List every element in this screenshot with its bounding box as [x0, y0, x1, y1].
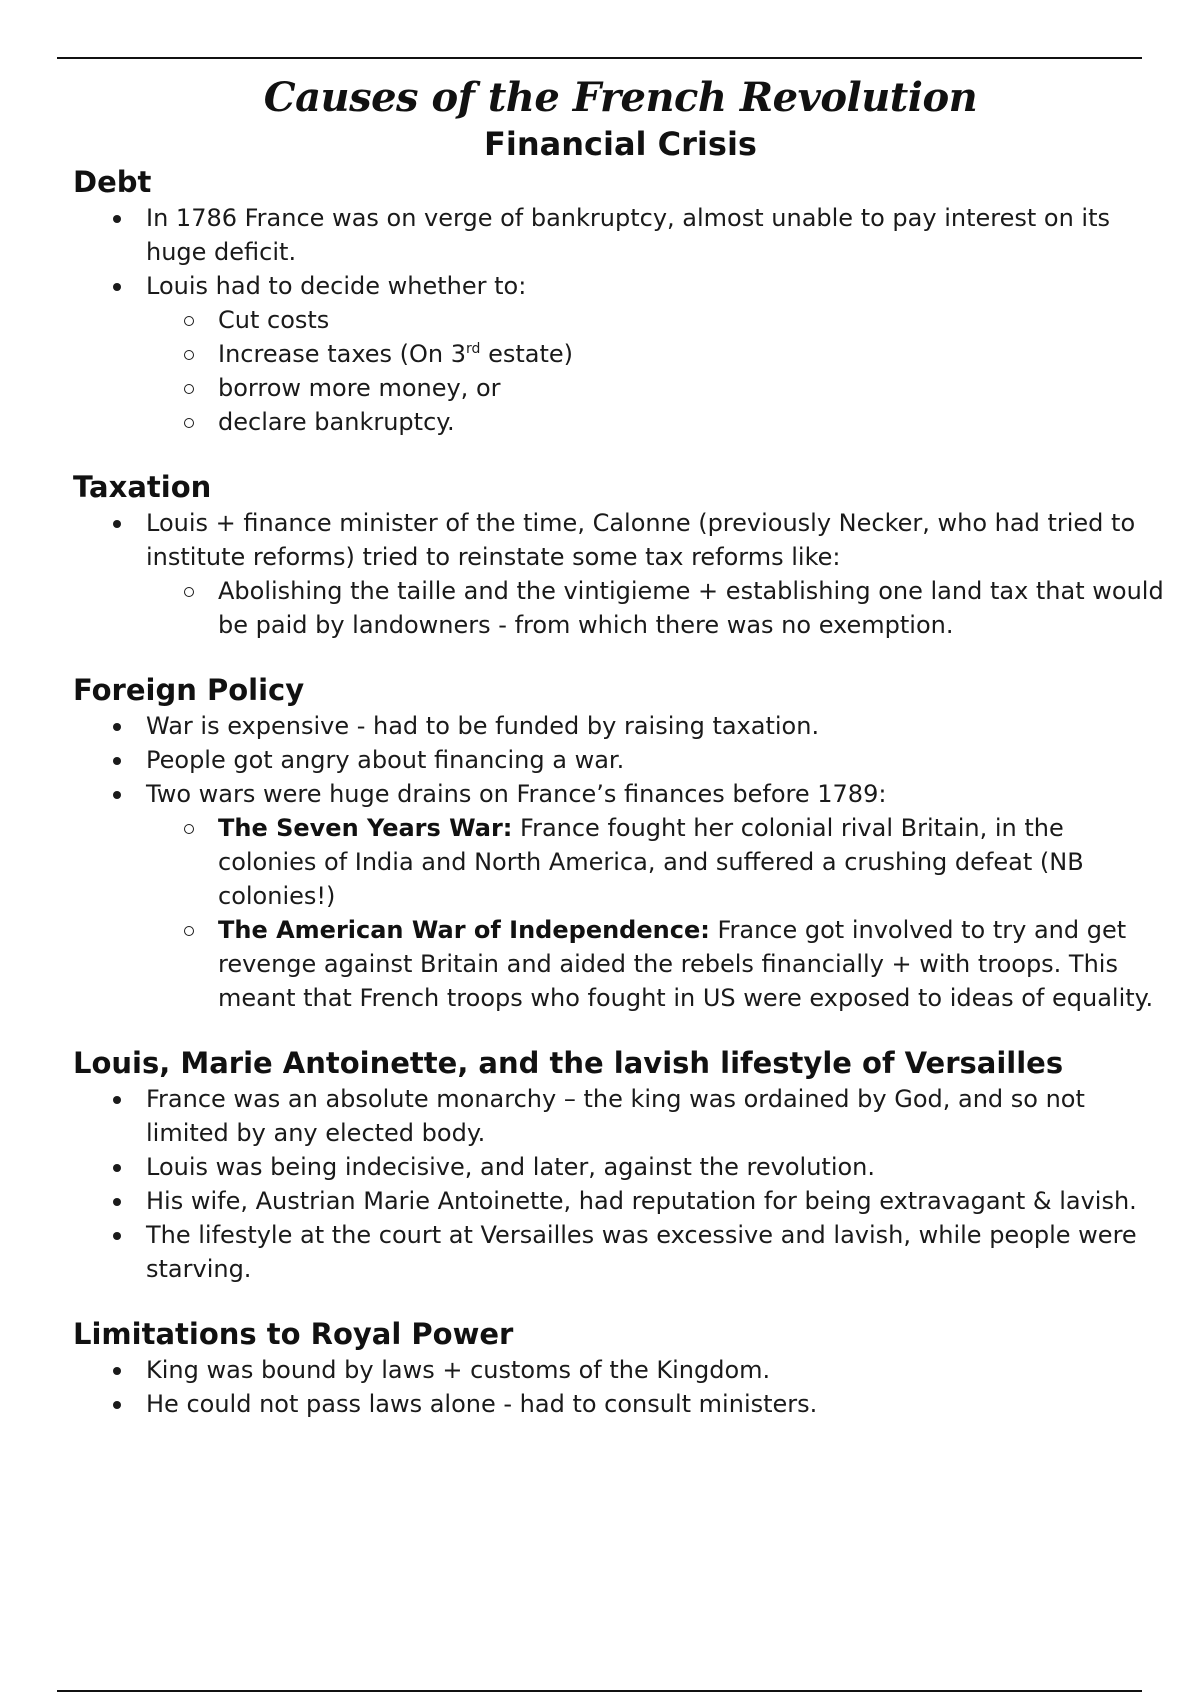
sub-list-item: borrow more money, or: [73, 371, 1168, 405]
list-item: Louis had to decide whether to:: [73, 269, 1168, 303]
sub-list-item: Cut costs: [73, 303, 1168, 337]
list-item: The lifestyle at the court at Versailles was excessive and lavish, while people were starving.: [73, 1218, 1168, 1286]
item-text: France fought her colonial rival Britain, in the colonies of India and North America, and suffered a crushing defeat (NB colonies!): [218, 814, 1084, 910]
item-text: estate): [480, 340, 574, 368]
document-title: Causes of the French Revolution: [263, 74, 978, 121]
sub-list-item: [73, 913, 1168, 1015]
list-item: King was bound by laws + customs of the Kingdom.: [73, 1353, 1168, 1387]
bullet-list-foreign-policy: [73, 709, 1168, 1015]
bullet-list-lifestyle: [73, 1082, 1168, 1286]
section-heading-foreign-policy: Foreign Policy: [73, 673, 305, 707]
document-page: [73, 72, 1168, 1451]
sub-list-item: [73, 337, 1168, 371]
item-text: Increase taxes (On 3: [218, 340, 467, 368]
section-debt: [73, 164, 1168, 439]
list-item: He could not pass laws alone - had to consult ministers.: [73, 1387, 1168, 1421]
war-title: The American War of Independence:: [218, 916, 710, 944]
list-item: People got angry about financing a war.: [73, 743, 1168, 777]
list-item: Two wars were huge drains on France’s finances before 1789:: [73, 777, 1168, 811]
item-text: France got involved to try and get revenge against Britain and aided the rebels financially + with troops. This meant that French troops who fought in US were exposed to ideas of equality.: [218, 916, 1154, 1012]
document-subtitle: Financial Crisis: [484, 125, 757, 163]
section-taxation: [73, 469, 1168, 642]
bottom-rule: [57, 1690, 1142, 1692]
war-title: The Seven Years War:: [218, 814, 513, 842]
list-item: War is expensive - had to be funded by raising taxation.: [73, 709, 1168, 743]
top-rule: [57, 57, 1142, 59]
sub-list-item: Abolishing the taille and the vintigieme + establishing one land tax that would be paid by landowners - from which there was no exemption.: [73, 574, 1168, 642]
section-royal-power: [73, 1316, 1168, 1421]
list-item: In 1786 France was on verge of bankruptcy, almost unable to pay interest on its huge deficit.: [73, 201, 1168, 269]
section-heading-royal-power: Limitations to Royal Power: [73, 1317, 514, 1351]
list-item: Louis + finance minister of the time, Calonne (previously Necker, who had tried to institute reforms) tried to reinstate some tax reforms like:: [73, 506, 1168, 574]
bullet-list-taxation: [73, 506, 1168, 642]
section-foreign-policy: [73, 672, 1168, 1015]
section-lifestyle: [73, 1045, 1168, 1286]
superscript-ordinal: rd: [466, 341, 481, 357]
list-item: His wife, Austrian Marie Antoinette, had reputation for being extravagant & lavish.: [73, 1184, 1168, 1218]
list-item: Louis was being indecisive, and later, against the revolution.: [73, 1150, 1168, 1184]
sub-list-item: declare bankruptcy.: [73, 405, 1168, 439]
list-item: France was an absolute monarchy – the king was ordained by God, and so not limited by any elected body.: [73, 1082, 1168, 1150]
section-heading-lifestyle: Louis, Marie Antoinette, and the lavish lifestyle of Versailles: [73, 1046, 1064, 1080]
bullet-list-debt: [73, 201, 1168, 439]
sub-list-item: [73, 811, 1168, 913]
bullet-list-royal-power: [73, 1353, 1168, 1421]
section-heading-debt: Debt: [73, 165, 152, 199]
section-heading-taxation: Taxation: [73, 470, 212, 504]
